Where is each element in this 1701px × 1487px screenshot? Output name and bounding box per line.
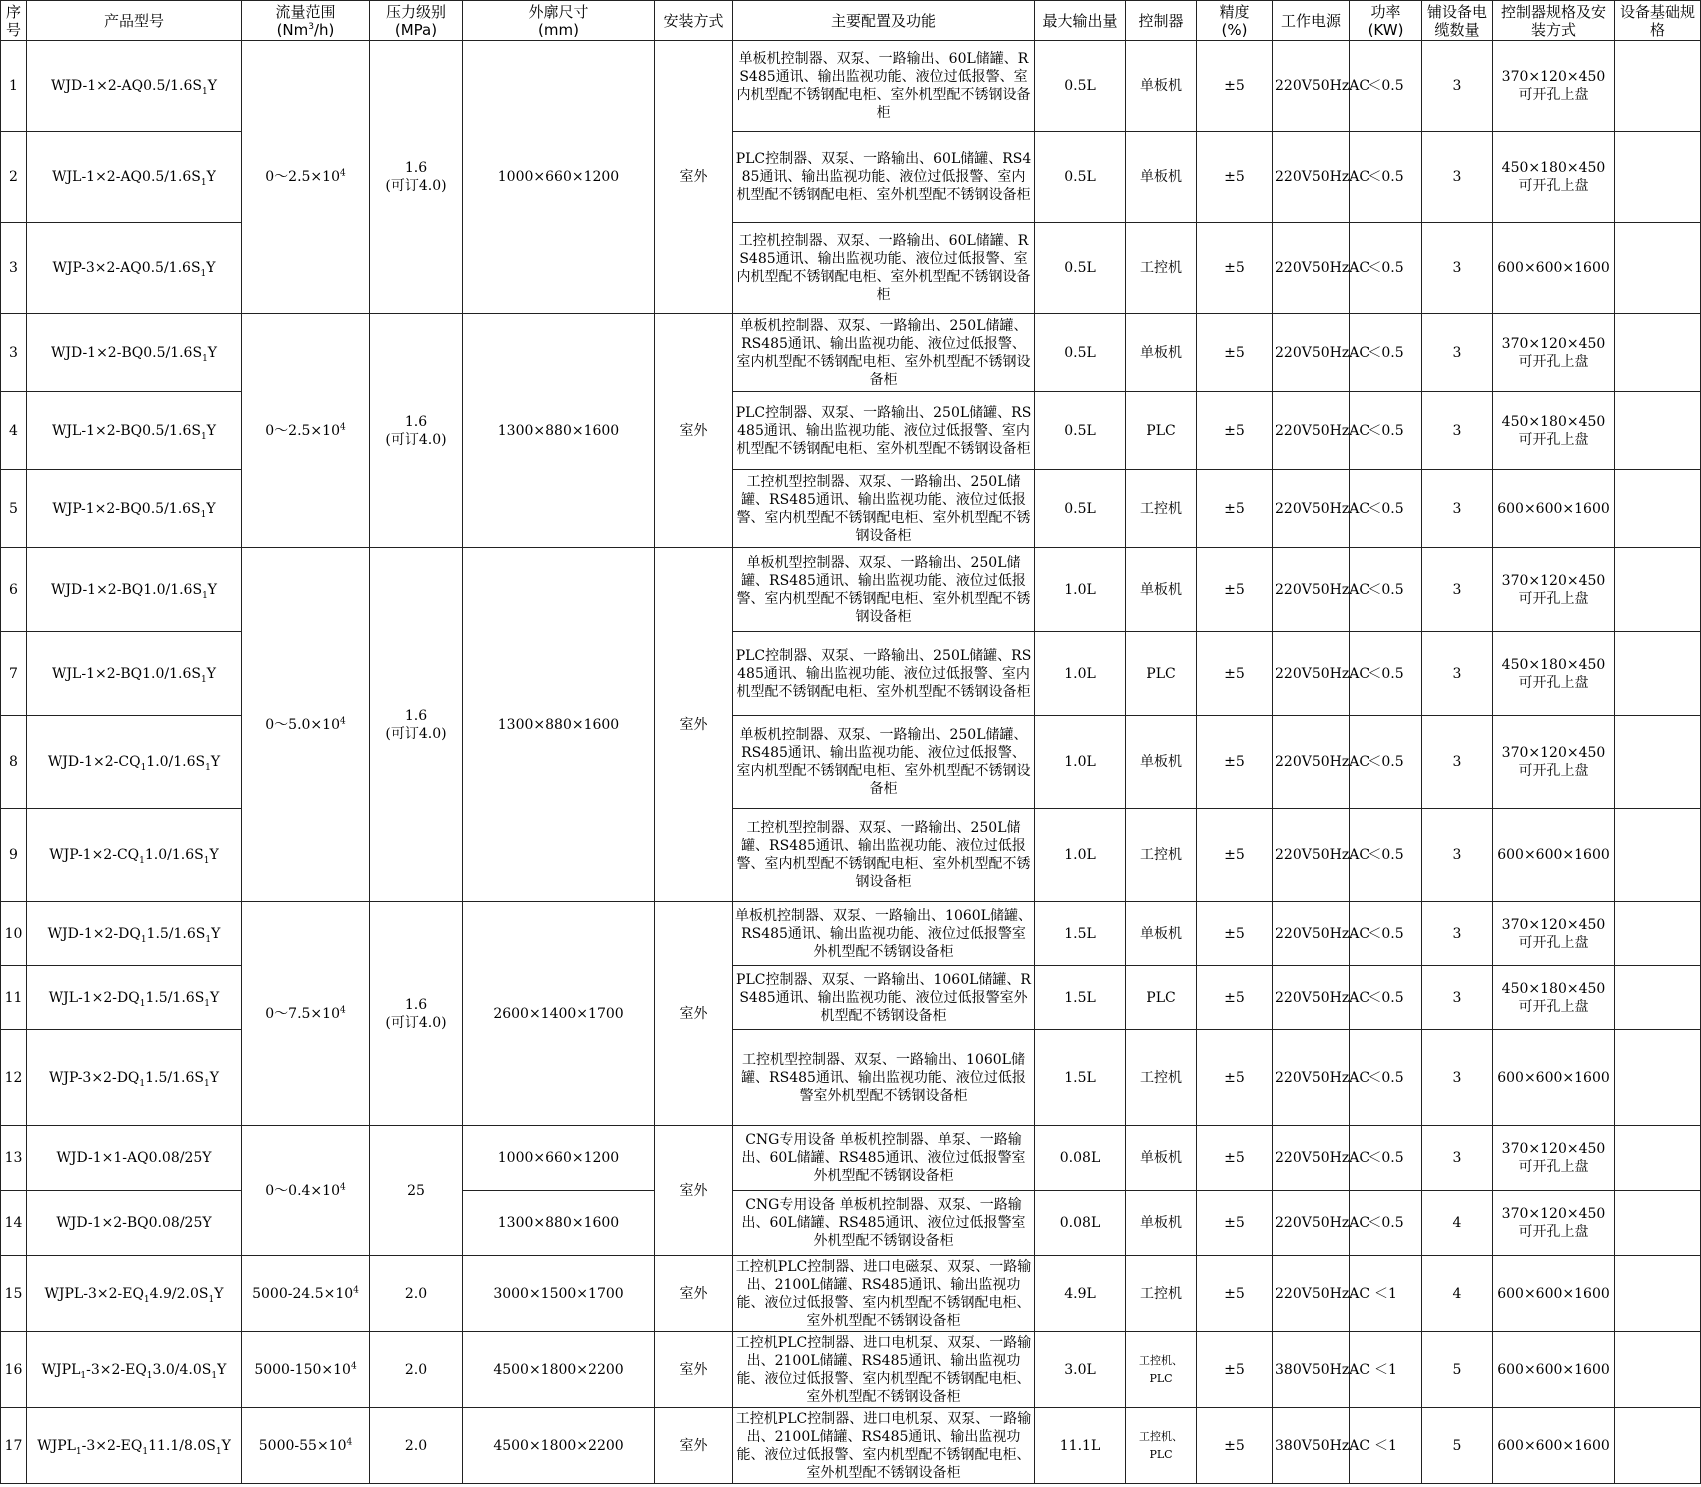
- product-model: WJD-$1\times 2-AQ0.5/1.6S_1Y$: [27, 41, 242, 132]
- controller-type: 单板机: [1126, 548, 1197, 632]
- foundation-spec: [1615, 902, 1701, 966]
- controller-spec: 600×600×1600: [1493, 1030, 1615, 1126]
- power-supply: 220V50HzAC: [1273, 41, 1350, 132]
- max-output: 1.5L: [1035, 902, 1126, 966]
- power: ＜1: [1350, 1408, 1422, 1484]
- foundation-spec: [1615, 809, 1701, 902]
- controller-type: 单板机: [1126, 902, 1197, 966]
- outline-size: 4500×1800×2200: [463, 1332, 655, 1408]
- row-number: 8: [1, 716, 27, 809]
- outline-size: 1300×880×1600: [463, 314, 655, 548]
- max-output: 1.5L: [1035, 1030, 1126, 1126]
- controller-type: 单板机: [1126, 132, 1197, 223]
- power-supply: 220V50HzAC: [1273, 470, 1350, 548]
- pressure-level: 1.6 (可订4.0): [370, 314, 463, 548]
- install-method: 室外: [655, 1256, 733, 1332]
- foundation-spec: [1615, 1191, 1701, 1256]
- row-number: 1: [1, 41, 27, 132]
- config-function: 工控机型控制器、双泵、一路输出、1060L储罐、RS485通讯、输出监视功能、液位过低报警室外机型配不锈钢设备柜: [733, 1030, 1035, 1126]
- foundation-spec: [1615, 548, 1701, 632]
- pressure-level: 2.0: [370, 1408, 463, 1484]
- precision: ±5: [1197, 1408, 1273, 1484]
- foundation-spec: [1615, 632, 1701, 716]
- power: ＜0.5: [1350, 902, 1422, 966]
- power: ＜0.5: [1350, 470, 1422, 548]
- install-method: 室外: [655, 1332, 733, 1408]
- power-supply: 220V50HzAC: [1273, 223, 1350, 314]
- install-method: 室外: [655, 1408, 733, 1484]
- header-power-unit: (KW): [1367, 20, 1404, 39]
- table-row: [1, 1408, 1701, 1484]
- precision: ±5: [1197, 314, 1273, 392]
- flow-range: $0\sim 2.5\times 10^4$: [242, 41, 370, 314]
- header-flow-main: 流量范围: [275, 2, 336, 21]
- power: ＜1: [1350, 1332, 1422, 1408]
- config-function: CNG专用设备 单板机控制器、双泵、一路输出、60L储罐、RS485通讯、液位过低报警室外机型配不锈钢设备柜: [733, 1191, 1035, 1256]
- header-config: 主要配置及功能: [733, 1, 1035, 41]
- foundation-spec: [1615, 41, 1701, 132]
- pressure-level: 2.0: [370, 1256, 463, 1332]
- controller-spec: 370×120×450 可开孔上盘: [1493, 1126, 1615, 1191]
- precision: ±5: [1197, 223, 1273, 314]
- flow-range: $0\sim 7.5\times 10^4$: [242, 902, 370, 1126]
- flow-range: $0\sim 5.0\times 10^4$: [242, 548, 370, 902]
- outline-size: 1300×880×1600: [463, 548, 655, 902]
- product-model: $WJPL_1-3\times 2-EQ_13.0/4.0S_1Y$: [27, 1332, 242, 1408]
- product-model: WJP-$3\times 2-AQ0.5/1.6S_1Y$: [27, 223, 242, 314]
- max-output: 3.0L: [1035, 1332, 1126, 1408]
- precision: ±5: [1197, 902, 1273, 966]
- precision: ±5: [1197, 132, 1273, 223]
- cable-count: 5: [1422, 1408, 1493, 1484]
- config-function: 单板机控制器、双泵、一路输出、60L储罐、RS485通讯、输出监视功能、液位过低报警、室内机型配不锈钢配电柜、室外机型配不锈钢设备柜: [733, 41, 1035, 132]
- precision: ±5: [1197, 716, 1273, 809]
- cable-count: 3: [1422, 132, 1493, 223]
- cable-count: 3: [1422, 1030, 1493, 1126]
- table-row: [1, 314, 1701, 392]
- product-model: WJD-$1\times 2-BQ1.0/1.6S_1Y$: [27, 548, 242, 632]
- cable-count: 5: [1422, 1332, 1493, 1408]
- config-function: CNG专用设备 单板机控制器、单泵、一路输出、60L储罐、RS485通讯、液位过低报警室外机型配不锈钢设备柜: [733, 1126, 1035, 1191]
- table-row: [1, 1126, 1701, 1191]
- controller-spec: 370×120×450 可开孔上盘: [1493, 41, 1615, 132]
- header-size-unit: (mm): [538, 20, 579, 39]
- row-number: 6: [1, 548, 27, 632]
- max-output: 0.5L: [1035, 392, 1126, 470]
- power-supply: 220V50HzAC: [1273, 392, 1350, 470]
- product-model: WJL-$1\times 2-BQ1.0/1.6S_1Y$: [27, 632, 242, 716]
- config-function: 单板机型控制器、双泵、一路输出、250L储罐、RS485通讯、输出监视功能、液位过低报警、室内机型配不锈钢配电柜、室外机型配不锈钢设备柜: [733, 548, 1035, 632]
- pressure-level: 1.6 (可订4.0): [370, 548, 463, 902]
- foundation-spec: [1615, 1408, 1701, 1484]
- flow-range: $5000-150\times 10^4$: [242, 1332, 370, 1408]
- header-size: [463, 1, 655, 41]
- row-number: 3: [1, 223, 27, 314]
- row-number: 16: [1, 1332, 27, 1408]
- controller-type: PLC: [1126, 632, 1197, 716]
- header-precision: [1197, 1, 1273, 41]
- max-output: 11.1L: [1035, 1408, 1126, 1484]
- power: ＜0.5: [1350, 41, 1422, 132]
- controller-type: 单板机: [1126, 41, 1197, 132]
- power-supply: 220V50HzAC: [1273, 1191, 1350, 1256]
- power: ＜0.5: [1350, 716, 1422, 809]
- controller-spec: 370×120×450 可开孔上盘: [1493, 548, 1615, 632]
- cable-count: 4: [1422, 1191, 1493, 1256]
- power: ＜0.5: [1350, 1191, 1422, 1256]
- pressure-level: 1.6 (可订4.0): [370, 902, 463, 1126]
- config-function: PLC控制器、双泵、一路输出、1060L储罐、RS485通讯、输出监视功能、液位过低报警室外机型配不锈钢设备柜: [733, 966, 1035, 1030]
- foundation-spec: [1615, 392, 1701, 470]
- config-function: PLC控制器、双泵、一路输出、60L储罐、RS485通讯、输出监视功能、液位过低报警、室内机型配不锈钢配电柜、室外机型配不锈钢设备柜: [733, 132, 1035, 223]
- controller-type: 工控机、PLC: [1126, 1408, 1197, 1484]
- power-supply: 220V50HzAC: [1273, 632, 1350, 716]
- controller-spec: 370×120×450 可开孔上盘: [1493, 716, 1615, 809]
- install-method: 室外: [655, 314, 733, 548]
- header-flow-unit: (Nm$^3$/h): [276, 20, 335, 39]
- power: ＜0.5: [1350, 132, 1422, 223]
- header-size-main: 外廓尺寸: [528, 2, 589, 21]
- row-number: 4: [1, 392, 27, 470]
- power-supply: 220V50HzAC: [1273, 966, 1350, 1030]
- power: ＜0.5: [1350, 966, 1422, 1030]
- config-function: 单板机控制器、双泵、一路输出、1060L储罐、RS485通讯、输出监视功能、液位过低报警室外机型配不锈钢设备柜: [733, 902, 1035, 966]
- power-supply: 220V50HzAC: [1273, 1256, 1350, 1332]
- config-function: PLC控制器、双泵、一路输出、250L储罐、RS485通讯、输出监视功能、液位过低报警、室内机型配不锈钢配电柜、室外机型配不锈钢设备柜: [733, 392, 1035, 470]
- outline-size: 1000×660×1200: [463, 1126, 655, 1191]
- foundation-spec: [1615, 1126, 1701, 1191]
- cable-count: 4: [1422, 1256, 1493, 1332]
- max-output: 0.5L: [1035, 132, 1126, 223]
- controller-spec: 600×600×1600: [1493, 470, 1615, 548]
- config-function: 单板机控制器、双泵、一路输出、250L储罐、RS485通讯、输出监视功能、液位过低报警、室内机型配不锈钢配电柜、室外机型配不锈钢设备柜: [733, 314, 1035, 392]
- max-output: 1.0L: [1035, 716, 1126, 809]
- controller-spec: 450×180×450 可开孔上盘: [1493, 632, 1615, 716]
- config-function: 工控机PLC控制器、进口电磁泵、双泵、一路输出、2100L储罐、RS485通讯、输出监视功能、液位过低报警、室内机型配不锈钢配电柜、室外机型配不锈钢设备柜: [733, 1256, 1035, 1332]
- controller-spec: 450×180×450 可开孔上盘: [1493, 132, 1615, 223]
- table-row: [1, 1256, 1701, 1332]
- foundation-spec: [1615, 314, 1701, 392]
- controller-spec: 370×120×450 可开孔上盘: [1493, 1191, 1615, 1256]
- precision: ±5: [1197, 1126, 1273, 1191]
- config-function: 工控机型控制器、双泵、一路输出、250L储罐、RS485通讯、输出监视功能、液位过低报警、室内机型配不锈钢配电柜、室外机型配不锈钢设备柜: [733, 470, 1035, 548]
- max-output: 0.5L: [1035, 223, 1126, 314]
- controller-type: 工控机: [1126, 470, 1197, 548]
- row-number: 12: [1, 1030, 27, 1126]
- row-number: 11: [1, 966, 27, 1030]
- power: ＜0.5: [1350, 548, 1422, 632]
- precision: ±5: [1197, 41, 1273, 132]
- table-row: [1, 41, 1701, 132]
- max-output: 0.5L: [1035, 41, 1126, 132]
- row-number: 9: [1, 809, 27, 902]
- product-model: WJD-$1\times 2-DQ_11.5/1.6S_1Y$: [27, 902, 242, 966]
- flow-range: $5000-24.5\times 10^4$: [242, 1256, 370, 1332]
- flow-range: $5000-55\times 10^4$: [242, 1408, 370, 1484]
- product-model: WJD-$1\times 2-BQ0.5/1.6S_1Y$: [27, 314, 242, 392]
- precision: ±5: [1197, 548, 1273, 632]
- controller-type: 单板机: [1126, 314, 1197, 392]
- header-flow: [242, 1, 370, 41]
- header-pressure-unit: (MPa): [394, 20, 438, 39]
- max-output: 0.08L: [1035, 1191, 1126, 1256]
- product-model: WJP-$3\times 2-DQ_11.5/1.6S_1Y$: [27, 1030, 242, 1126]
- power: ＜0.5: [1350, 1030, 1422, 1126]
- install-method: 室外: [655, 1126, 733, 1256]
- power-supply: 220V50HzAC: [1273, 548, 1350, 632]
- foundation-spec: [1615, 132, 1701, 223]
- cable-count: 3: [1422, 223, 1493, 314]
- foundation-spec: [1615, 1030, 1701, 1126]
- header-max-output: 最大输出量: [1035, 1, 1126, 41]
- power: ＜0.5: [1350, 223, 1422, 314]
- foundation-spec: [1615, 223, 1701, 314]
- foundation-spec: [1615, 716, 1701, 809]
- flow-range: $0\sim 0.4\times 10^4$: [242, 1126, 370, 1256]
- outline-size: 3000×1500×1700: [463, 1256, 655, 1332]
- power: ＜0.5: [1350, 809, 1422, 902]
- outline-size: 4500×1800×2200: [463, 1408, 655, 1484]
- outline-size: 2600×1400×1700: [463, 902, 655, 1126]
- cable-count: 3: [1422, 41, 1493, 132]
- cable-count: 3: [1422, 716, 1493, 809]
- controller-spec: 370×120×450 可开孔上盘: [1493, 902, 1615, 966]
- header-foundation: 设备基础规格: [1615, 1, 1701, 41]
- product-model: WJP-$1\times 2-CQ_11.0/1.6S_1Y$: [27, 809, 242, 902]
- cable-count: 3: [1422, 392, 1493, 470]
- precision: ±5: [1197, 1332, 1273, 1408]
- header-ctrl-spec: 控制器规格及安装方式: [1493, 1, 1615, 41]
- precision: ±5: [1197, 809, 1273, 902]
- product-model: WJD-1×2-BQ0.08/25Y: [27, 1191, 242, 1256]
- cable-count: 3: [1422, 1126, 1493, 1191]
- foundation-spec: [1615, 1332, 1701, 1408]
- cable-count: 3: [1422, 902, 1493, 966]
- config-function: 工控机型控制器、双泵、一路输出、250L储罐、RS485通讯、输出监视功能、液位过低报警、室内机型配不锈钢配电柜、室外机型配不锈钢设备柜: [733, 809, 1035, 902]
- header-controller: 控制器: [1126, 1, 1197, 41]
- controller-type: 工控机、PLC: [1126, 1332, 1197, 1408]
- precision: ±5: [1197, 632, 1273, 716]
- controller-type: 单板机: [1126, 1126, 1197, 1191]
- controller-spec: 450×180×450 可开孔上盘: [1493, 392, 1615, 470]
- row-number: 3: [1, 314, 27, 392]
- precision: ±5: [1197, 470, 1273, 548]
- cable-count: 3: [1422, 966, 1493, 1030]
- header-pressure: [370, 1, 463, 41]
- controller-type: 单板机: [1126, 1191, 1197, 1256]
- config-function: 工控机控制器、双泵、一路输出、60L储罐、RS485通讯、输出监视功能、液位过低报警、室内机型配不锈钢配电柜、室外机型配不锈钢设备柜: [733, 223, 1035, 314]
- max-output: 1.0L: [1035, 548, 1126, 632]
- max-output: 1.0L: [1035, 632, 1126, 716]
- power-supply: 220V50HzAC: [1273, 132, 1350, 223]
- power-supply: 380V50HzAC: [1273, 1408, 1350, 1484]
- header-model: 产品型号: [27, 1, 242, 41]
- row-number: 10: [1, 902, 27, 966]
- power: ＜0.5: [1350, 392, 1422, 470]
- controller-spec: 600×600×1600: [1493, 223, 1615, 314]
- max-output: 0.5L: [1035, 314, 1126, 392]
- controller-spec: 600×600×1600: [1493, 809, 1615, 902]
- row-number: 17: [1, 1408, 27, 1484]
- power-supply: 220V50HzAC: [1273, 902, 1350, 966]
- cable-count: 3: [1422, 470, 1493, 548]
- pressure-level: 1.6 (可订4.0): [370, 41, 463, 314]
- pressure-level: 25: [370, 1126, 463, 1256]
- row-number: 15: [1, 1256, 27, 1332]
- header-install: 安装方式: [655, 1, 733, 41]
- header-no: 序号: [1, 1, 27, 41]
- power-supply: 220V50HzAC: [1273, 1126, 1350, 1191]
- foundation-spec: [1615, 1256, 1701, 1332]
- controller-spec: 600×600×1600: [1493, 1332, 1615, 1408]
- max-output: 0.08L: [1035, 1126, 1126, 1191]
- product-model: $WJPL_1-3\times 2-EQ_111.1/8.0S_1Y$: [27, 1408, 242, 1484]
- power: ＜0.5: [1350, 314, 1422, 392]
- product-model: WJD-1×1-AQ0.08/25Y: [27, 1126, 242, 1191]
- product-model: WJL-$1\times 2-AQ0.5/1.6S_1Y$: [27, 132, 242, 223]
- header-precision-unit: (%): [1221, 20, 1248, 39]
- controller-spec: 370×120×450 可开孔上盘: [1493, 314, 1615, 392]
- row-number: 14: [1, 1191, 27, 1256]
- controller-spec: 450×180×450 可开孔上盘: [1493, 966, 1615, 1030]
- row-number: 7: [1, 632, 27, 716]
- max-output: 1.0L: [1035, 809, 1126, 902]
- product-model: WJPL-$3\times 2-EQ_14.9/2.0S_1Y$: [27, 1256, 242, 1332]
- precision: ±5: [1197, 1256, 1273, 1332]
- header-precision-main: 精度: [1219, 2, 1250, 21]
- product-model: WJP-$1\times 2-BQ0.5/1.6S_1Y$: [27, 470, 242, 548]
- power-supply: 220V50HzAC: [1273, 809, 1350, 902]
- install-method: 室外: [655, 41, 733, 314]
- max-output: 4.9L: [1035, 1256, 1126, 1332]
- install-method: 室外: [655, 548, 733, 902]
- cable-count: 3: [1422, 548, 1493, 632]
- header-row: [1, 1, 1701, 41]
- controller-type: PLC: [1126, 966, 1197, 1030]
- controller-type: 工控机: [1126, 1256, 1197, 1332]
- cable-count: 3: [1422, 314, 1493, 392]
- controller-type: 单板机: [1126, 716, 1197, 809]
- power-supply: 380V50HzAC: [1273, 1332, 1350, 1408]
- foundation-spec: [1615, 470, 1701, 548]
- power: ＜0.5: [1350, 632, 1422, 716]
- power-supply: 220V50HzAC: [1273, 716, 1350, 809]
- table-row: [1, 902, 1701, 966]
- power-supply: 220V50HzAC: [1273, 1030, 1350, 1126]
- precision: ±5: [1197, 966, 1273, 1030]
- header-cable: 铺设备电缆数量: [1422, 1, 1493, 41]
- power: ＜1: [1350, 1256, 1422, 1332]
- foundation-spec: [1615, 966, 1701, 1030]
- power-supply: 220V50HzAC: [1273, 314, 1350, 392]
- product-model: WJL-$1\times 2-DQ_11.5/1.6S_1Y$: [27, 966, 242, 1030]
- product-model: WJD-$1\times 2-CQ_11.0/1.6S_1Y$: [27, 716, 242, 809]
- table-row: [1, 548, 1701, 632]
- config-function: 工控机PLC控制器、进口电机泵、双泵、一路输出、2100L储罐、RS485通讯、输出监视功能、液位过低报警、室内机型配不锈钢配电柜、室外机型配不锈钢设备柜: [733, 1332, 1035, 1408]
- power: ＜0.5: [1350, 1126, 1422, 1191]
- controller-spec: 600×600×1600: [1493, 1408, 1615, 1484]
- precision: ±5: [1197, 1191, 1273, 1256]
- controller-type: 工控机: [1126, 223, 1197, 314]
- row-number: 5: [1, 470, 27, 548]
- outline-size: 1300×880×1600: [463, 1191, 655, 1256]
- row-number: 2: [1, 132, 27, 223]
- config-function: 工控机PLC控制器、进口电机泵、双泵、一路输出、2100L储罐、RS485通讯、输出监视功能、液位过低报警、室内机型配不锈钢配电柜、室外机型配不锈钢设备柜: [733, 1408, 1035, 1484]
- max-output: 0.5L: [1035, 470, 1126, 548]
- outline-size: 1000×660×1200: [463, 41, 655, 314]
- precision: ±5: [1197, 392, 1273, 470]
- install-method: 室外: [655, 902, 733, 1126]
- pressure-level: 2.0: [370, 1332, 463, 1408]
- table-body: [1, 41, 1701, 1484]
- max-output: 1.5L: [1035, 966, 1126, 1030]
- controller-type: 工控机: [1126, 809, 1197, 902]
- controller-type: PLC: [1126, 392, 1197, 470]
- header-power-main: 功率: [1370, 2, 1401, 21]
- config-function: PLC控制器、双泵、一路输出、250L储罐、RS485通讯、输出监视功能、液位过低报警、室内机型配不锈钢配电柜、室外机型配不锈钢设备柜: [733, 632, 1035, 716]
- row-number: 13: [1, 1126, 27, 1191]
- cable-count: 3: [1422, 632, 1493, 716]
- flow-range: $0\sim 2.5\times 10^4$: [242, 314, 370, 548]
- config-function: 单板机控制器、双泵、一路输出、250L储罐、RS485通讯、输出监视功能、液位过低报警、室内机型配不锈钢配电柜、室外机型配不锈钢设备柜: [733, 716, 1035, 809]
- header-power-supply: 工作电源: [1273, 1, 1350, 41]
- controller-type: 工控机: [1126, 1030, 1197, 1126]
- header-pressure-main: 压力级别: [385, 2, 446, 21]
- controller-spec: 600×600×1600: [1493, 1256, 1615, 1332]
- precision: ±5: [1197, 1030, 1273, 1126]
- header-power: [1350, 1, 1422, 41]
- cable-count: 3: [1422, 809, 1493, 902]
- product-model: WJL-$1\times 2-BQ0.5/1.6S_1Y$: [27, 392, 242, 470]
- table-row: [1, 1332, 1701, 1408]
